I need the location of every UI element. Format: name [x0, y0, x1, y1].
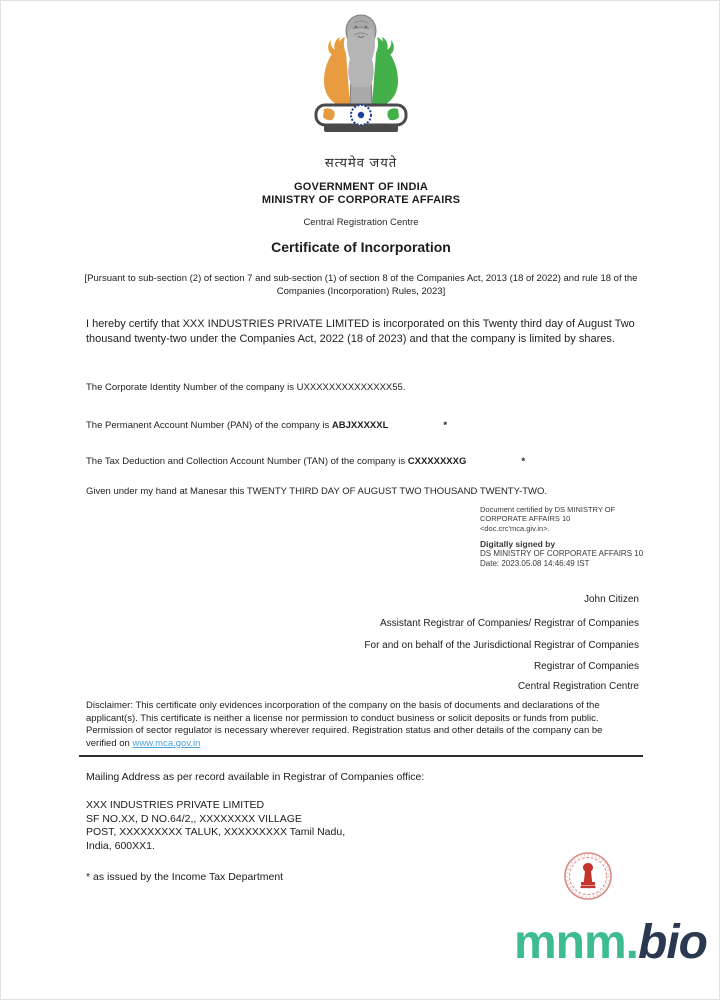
logo-primary-text: mnm.	[514, 916, 639, 969]
officer-name: John Citizen	[583, 594, 639, 605]
given-under-hand-line: Given under my hand at Manesar this TWENTY THIRD DAY OF AUGUST TWO THOUSAND TWENTY-TWO.	[86, 486, 548, 497]
mca-website-link[interactable]: www.mca.gov.in	[132, 737, 201, 749]
national-emblem	[1, 9, 720, 171]
certification-paragraph: I hereby certify that XXX INDUSTRIES PRIVATE LIMITED is incorporated on this Twenty third day of August Two thousand twenty-two under the Companies Act, 2022 (18 of 2023) and that the company is limited by shares.	[86, 318, 635, 345]
pan-line	[86, 420, 638, 431]
officer-centre-line: Central Registration Centre	[517, 681, 639, 692]
address-line-3: POST, XXXXXXXXX TALUK, XXXXXXXXX Tamil Nadu,	[86, 826, 346, 838]
mnm-bio-logo	[514, 915, 707, 970]
income-tax-footnote: * as issued by the Income Tax Department	[86, 871, 284, 883]
officer-on-behalf-line: For and on behalf of the Jurisdictional Registrar of Companies	[364, 640, 639, 651]
government-of-india-line: GOVERNMENT OF INDIA	[294, 181, 428, 193]
officer-title-assistant-registrar: Assistant Registrar of Companies/ Registrar of Companies	[380, 618, 639, 629]
digital-signature-block	[480, 505, 645, 569]
logo-secondary-text: bio	[638, 916, 707, 969]
certificate-title: Certificate of Incorporation	[271, 239, 451, 255]
pan-asterisk: *	[443, 420, 448, 431]
signature-email: <doc.crc'mca.giv.in>.	[480, 524, 550, 533]
address-line-2: SF NO.XX, D NO.64/2,, XXXXXXXX VILLAGE	[86, 812, 302, 825]
ministry-line: MINISTRY OF CORPORATE AFFAIRS	[261, 194, 461, 206]
signature-date: Date: 2023.05.08 14:46:49 IST	[480, 559, 590, 568]
divider-rule	[79, 755, 643, 757]
disclaimer-text: Disclaimer: This certificate only evidences incorporation of the company on the basis of documents and declarations of the applicant(s). This certificate is neither a license nor permission to conduct business or solicit deposits or funds from public. Permission of sector regulator is necessary wherever required. Registration status and other details of the company can be verified on	[86, 700, 603, 749]
government-header	[1, 181, 720, 207]
officer-registrar-line: Registrar of Companies	[533, 661, 639, 672]
signature-certified-by: Document certified by DS MINISTRY OF CORPORATE AFFAIRS 10	[480, 505, 616, 523]
signature-digitally-signed-label: Digitally signed by	[480, 539, 556, 549]
emblem-motto: सत्यमेव जयते	[324, 155, 398, 170]
disclaimer-paragraph	[86, 700, 634, 750]
cin-line: The Corporate Identity Number of the company is UXXXXXXXXXXXXXX55.	[86, 382, 406, 393]
tan-prefix: The Tax Deduction and Collection Account Number (TAN) of the company is	[86, 456, 408, 467]
pan-prefix: The Permanent Account Number (PAN) of the company is	[86, 420, 332, 431]
central-registration-centre-line: Central Registration Centre	[303, 217, 419, 228]
tan-line	[86, 456, 638, 467]
mailing-address-heading: Mailing Address as per record available in Registrar of Companies office:	[86, 771, 425, 783]
mailing-address-block	[86, 799, 345, 853]
pan-value: ABJXXXXXL	[331, 420, 389, 431]
address-line-4: India, 600XX1.	[86, 839, 155, 852]
address-company-name: XXX INDUSTRIES PRIVATE LIMITED	[86, 799, 265, 811]
signature-signer-name: DS MINISTRY OF CORPORATE AFFAIRS 10	[480, 549, 644, 558]
official-seal-icon	[563, 851, 613, 901]
pursuant-clause: [Pursuant to sub-section (2) of section 7 and sub-section (1) of section 8 of the Companies Act, 2013 (18 of 2022) and rule 18 of the Companies (Incorporation) Rules, 2023]	[84, 273, 638, 297]
lion-capital-icon	[300, 9, 422, 147]
tan-value: CXXXXXXXG	[407, 456, 467, 467]
tan-asterisk: *	[521, 456, 526, 467]
